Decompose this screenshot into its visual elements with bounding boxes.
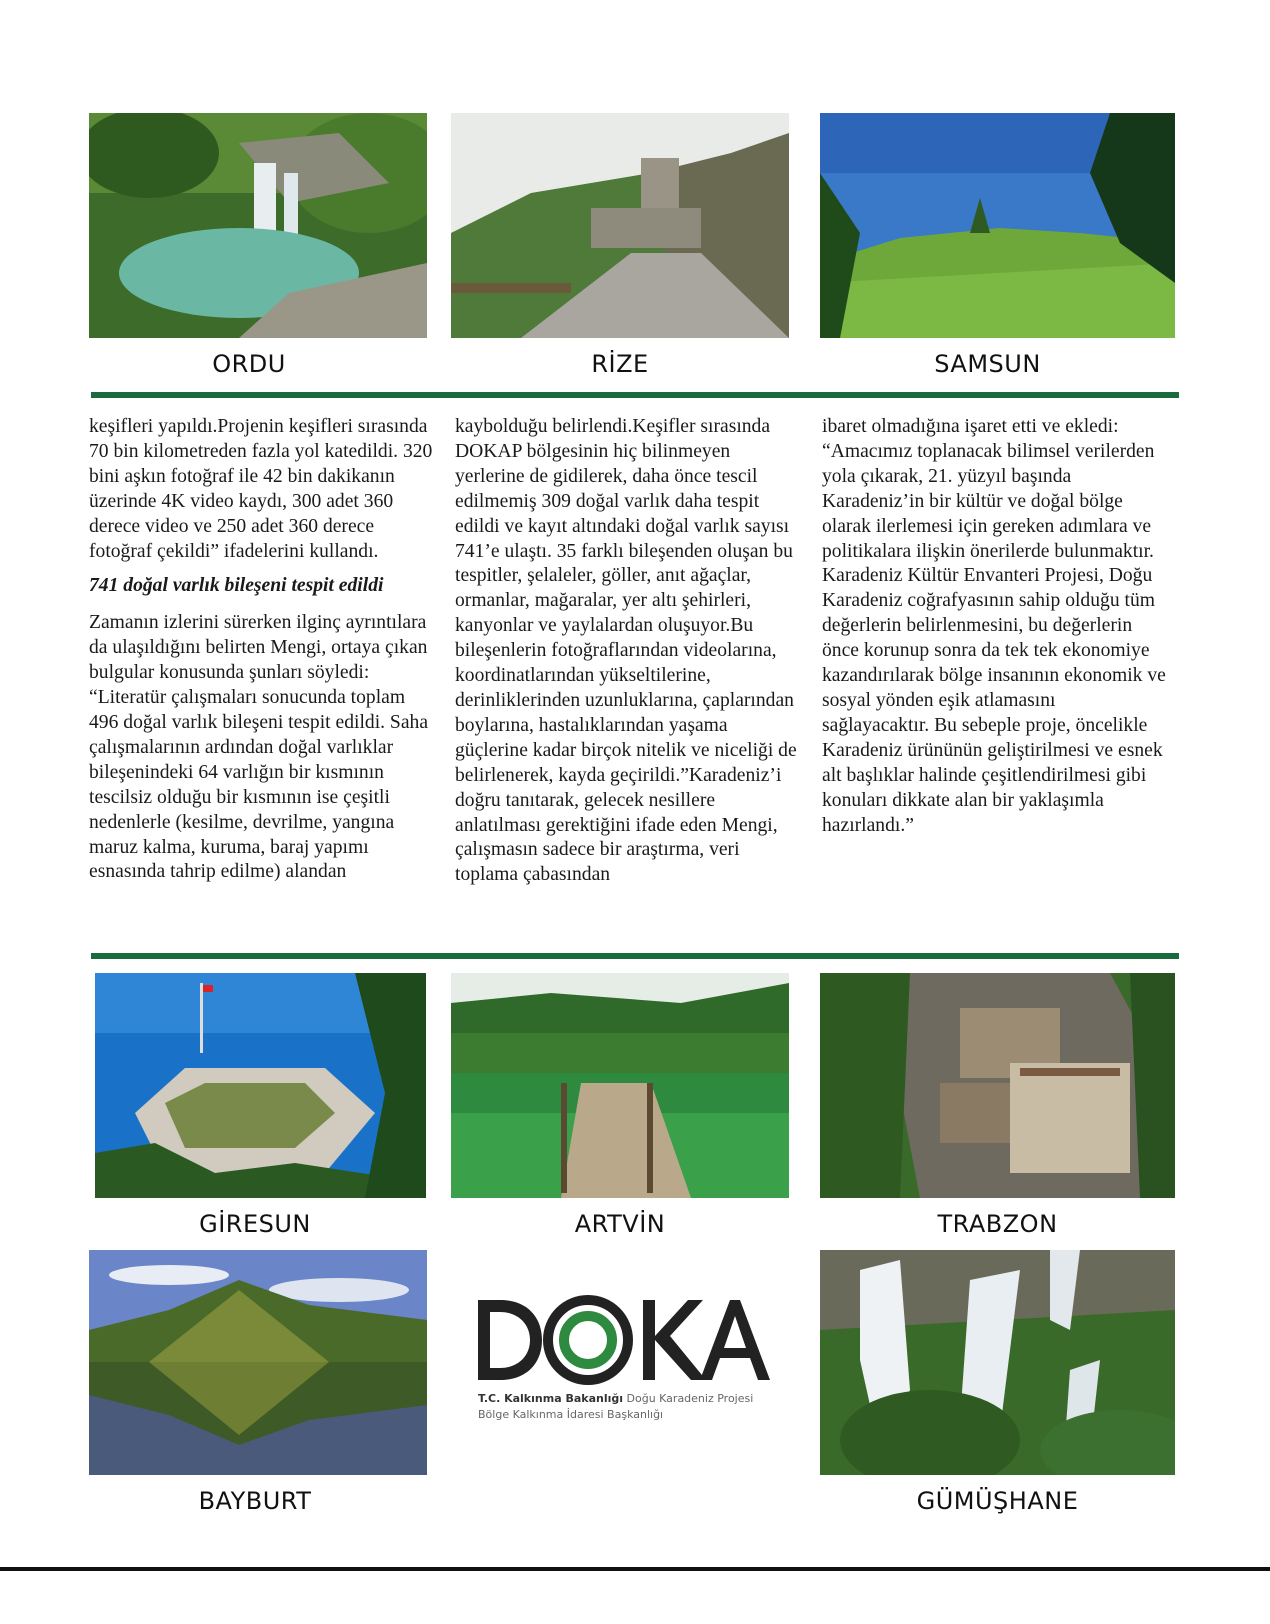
- subheading: 741 doğal varlık bileşeni tespit edildi: [89, 575, 384, 597]
- divider-top: [91, 392, 1179, 398]
- article-paragraph: Zamanın izlerini sürerken ilginç ayrıntılara da ulaşıldığını belirten Mengi, ortaya çıkan bulgular konusunda şunları söyledi: “Literatür çalışmaları sonucunda toplam 496 doğal varlık bileşeni tespit edildi. Saha çalışmalarının ardından doğal varlıklar bileşenindeki 64 varlığın bir kısmının tescilsiz olduğu bir kısmının ise çeşitli nedenlerle (kesilme, devrilme, yangına maruz kalma, kuruma, baraj yapımı esnasında tahrip edilme) alandan: [89, 612, 429, 883]
- photo-artvin: [451, 973, 789, 1198]
- caption-gumushane: GÜMÜŞHANE: [916, 1487, 1079, 1515]
- photo-rize: [451, 113, 789, 338]
- photo-bayburt: [89, 1250, 427, 1475]
- article-column-3: [822, 415, 1167, 838]
- article-paragraph: ibaret olmadığına işaret etti ve ekledi: “Amacımız toplanacak bilimsel verilerden yola çıkarak, 21. yüzyıl başında Karadeniz’in bir kültür ve doğal bölge olarak ilerlemesi için gereken adımlara ve politikalara ilişkin önerilerde bulunmaktır. Karadeniz Kültür Envanteri Projesi, Doğu Karadeniz coğrafyasının sahip olduğu tüm değerlerin belirlenmesini, bu değerlerin önce korunup sonra da tek tek ekonomiye kazandırılarak bölge insanının ekonomik ve sosyal yönden eşik atlamasını sağlayacaktır. Bu sebeple proje, öncelikle Karadeniz ürününün geliştirilmesi ve esnek alt başlıklar halinde çeşitlendirilmesi gibi konuları dikkate alan bir yaklaşımla hazırlandı.”: [822, 416, 1166, 836]
- caption-rize: RİZE: [591, 350, 649, 378]
- photo-giresun: [95, 973, 426, 1198]
- article-paragraph: keşifleri yapıldı.Projenin keşifleri sırasında 70 bin kilometreden fazla yol katedildi. 320 bini aşkın fotoğraf ile 42 bin dakikanın üzerinde 4K video kaydı, 300 adet 360 derece video ve 250 adet 360 derece fotoğraf çekildi” ifadelerini kullandı.: [89, 416, 433, 562]
- caption-samsun: SAMSUN: [934, 350, 1041, 378]
- caption-giresun: GİRESUN: [199, 1210, 311, 1238]
- photo-trabzon: [820, 973, 1175, 1198]
- caption-trabzon: TRABZON: [937, 1210, 1058, 1238]
- article-paragraph: kaybolduğu belirlendi.Keşifler sırasında DOKAP bölgesinin hiç bilinmeyen yerlerine de gidilerek, daha önce tescil edilmemiş 309 doğal varlık daha tespit edildi ve kayıt altındaki doğal varlık sayısı 741’e ulaştı. 35 farklı bileşenden oluşan bu tespitler, şelaleler, göller, anıt ağaçlar, ormanlar, mağaralar, yer altı şehirleri, kanyonlar ve yaylalardan oluşuyor.Bu bileşenlerin fotoğraflarından videolarına, koordinatlarından yükseltilerine, derinliklerinden uzunluklarına, çaplarından boylarına, hastalıklarından yaşama güçlerine kadar birçok nitelik ve niceliği de belirlenerek, kayda geçirildi.”Karadeniz’i doğru tanıtarak, gelecek nesillere anlatılması gerektiğini ifade eden Mengi, çalışmasın sadece bir araştırma, veri toplama çabasından: [455, 416, 797, 886]
- caption-ordu: ORDU: [212, 350, 286, 378]
- photo-samsun: [820, 113, 1175, 338]
- divider-bottom: [91, 953, 1179, 959]
- caption-artvin: ARTVİN: [574, 1210, 666, 1238]
- caption-bayburt: BAYBURT: [198, 1487, 312, 1515]
- photo-ordu: [89, 113, 427, 338]
- logo-tagline-1: T.C. Kalkınma Bakanlığı Doğu Karadeniz Projesi: [478, 1392, 754, 1405]
- logo-tagline-2: Bölge Kalkınma İdaresi Başkanlığı: [478, 1408, 664, 1421]
- photo-gumushane: [820, 1250, 1175, 1475]
- article-column-2: [455, 415, 800, 888]
- page-bottom-rule: [0, 1567, 1270, 1571]
- article-column-1: [89, 415, 434, 885]
